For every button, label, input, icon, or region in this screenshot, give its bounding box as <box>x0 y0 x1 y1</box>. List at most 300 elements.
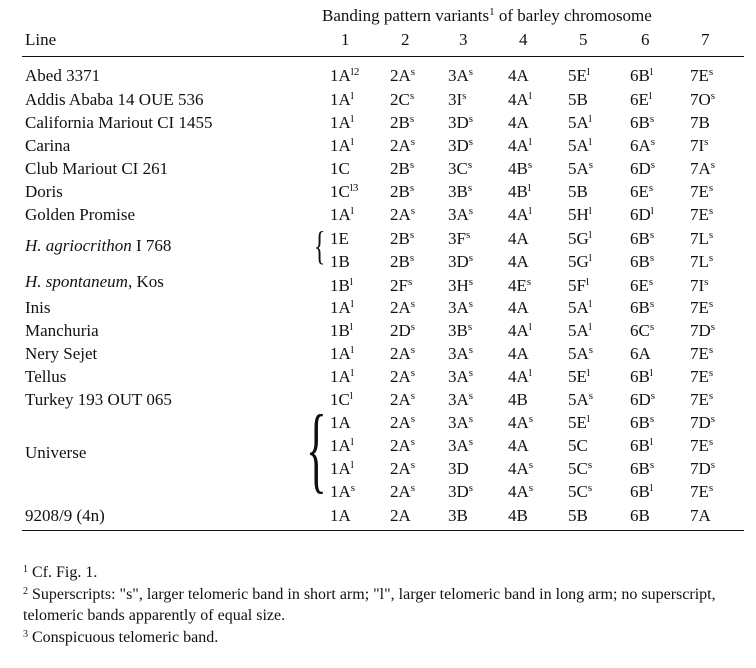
table-cell <box>568 367 590 387</box>
variant-code: 5B <box>568 182 588 201</box>
variant-code: 6B <box>630 436 650 455</box>
variant-superscript: l <box>350 367 354 379</box>
variant-code: 3B <box>448 182 468 201</box>
row-label: Manchuria <box>25 321 99 340</box>
variant-code: 5A <box>568 390 589 409</box>
table-cell <box>630 205 654 225</box>
variant-superscript: s <box>708 66 714 78</box>
variant-superscript: s <box>648 182 654 194</box>
variant-superscript: s <box>409 113 415 125</box>
variant-superscript: s <box>708 482 714 494</box>
table-cell <box>448 90 466 110</box>
variant-superscript: s <box>468 413 474 425</box>
variant-code: 1A <box>330 459 351 478</box>
variant-code: 5G <box>568 229 589 248</box>
variant-superscript: l <box>585 276 590 288</box>
table-cell <box>690 229 713 249</box>
variant-superscript: s <box>468 298 474 310</box>
table-cell <box>568 136 592 156</box>
row-label: Club Mariout CI 261 <box>25 159 169 178</box>
group-title-rest: of barley chromosome <box>494 6 652 25</box>
table-cell <box>390 90 414 110</box>
line-column-header: Line <box>25 30 57 49</box>
variant-superscript: s <box>708 344 714 356</box>
footnote-3-text: Conspicuous telomeric band. <box>32 629 219 646</box>
table-cell <box>390 298 415 318</box>
table-cell <box>630 182 653 202</box>
table-cell <box>508 136 532 156</box>
variant-code: 5B <box>568 506 588 525</box>
table-cell <box>390 413 415 433</box>
variant-code: 2A <box>390 459 411 478</box>
table-cell <box>330 482 355 502</box>
table-cell <box>390 482 415 502</box>
variant-code: 4A <box>508 367 529 386</box>
row-label-agriocrithon <box>25 236 171 256</box>
variant-code: 1E <box>330 229 349 248</box>
variant-code: 6E <box>630 90 649 109</box>
variant-code: 2B <box>390 229 410 248</box>
variant-code: 1A <box>330 298 351 317</box>
variant-code: 4A <box>508 136 529 155</box>
variant-superscript: l <box>350 298 354 310</box>
table-cell <box>568 159 593 179</box>
variant-code: 4A <box>508 205 529 224</box>
agriocrithon-accession: I 768 <box>131 236 172 255</box>
table-cell <box>448 113 473 133</box>
variant-superscript: s <box>710 459 716 471</box>
variant-code: 1A <box>330 482 351 501</box>
table-cell <box>690 66 713 86</box>
table-cell <box>448 252 473 272</box>
variant-superscript: s <box>410 344 416 356</box>
variant-superscript: s <box>409 90 415 102</box>
variant-superscript: l <box>349 276 353 288</box>
variant-code: 4A <box>508 344 529 363</box>
variant-superscript: s <box>649 298 655 310</box>
row-label: Abed 3371 <box>25 66 101 85</box>
variant-code: 4A <box>508 459 529 478</box>
variant-superscript: l <box>527 182 531 194</box>
variant-code: 7E <box>690 390 709 409</box>
variant-code: 6B <box>630 66 650 85</box>
variant-code: 4A <box>508 252 529 271</box>
chromosome-header-6: 6 <box>641 30 650 49</box>
table-cell <box>390 113 414 133</box>
table-cell <box>508 252 529 272</box>
variant-code: 7E <box>690 344 709 363</box>
table-cell <box>568 344 593 364</box>
variant-superscript: s <box>708 390 714 402</box>
variant-code: 4B <box>508 182 528 201</box>
variant-code: 2A <box>390 344 411 363</box>
table-cell <box>330 276 353 296</box>
variant-superscript: s <box>588 159 594 171</box>
variant-code: 2B <box>390 252 410 271</box>
row-label: Golden Promise <box>25 205 136 224</box>
variant-code: 1A <box>330 205 351 224</box>
variant-code: 2B <box>390 182 410 201</box>
variant-superscript: s <box>649 113 655 125</box>
table-cell <box>508 90 532 110</box>
variant-code: 3A <box>448 436 469 455</box>
variant-superscript: s <box>708 182 714 194</box>
row-label-spontaneum <box>25 272 164 292</box>
variant-superscript: l <box>586 367 590 379</box>
table-cell <box>568 90 588 110</box>
variant-code: 1A <box>330 344 351 363</box>
table-cell <box>630 390 655 410</box>
footnote-2-mark: 2 <box>23 586 28 597</box>
table-cell <box>330 252 350 272</box>
variant-superscript: s <box>468 205 474 217</box>
table-cell <box>690 321 715 341</box>
chromosome-header-1: 1 <box>341 30 350 49</box>
table-cell <box>330 344 354 364</box>
variant-code: 6A <box>630 344 651 363</box>
variant-code: 5A <box>568 159 589 178</box>
variant-superscript: s <box>649 459 655 471</box>
table-cell <box>690 459 715 479</box>
variant-superscript: s <box>650 136 656 148</box>
variant-code: 6B <box>630 113 650 132</box>
variant-code: 2C <box>390 90 410 109</box>
table-cell <box>508 459 533 479</box>
agriocrithon-species: H. agriocrithon <box>25 236 132 255</box>
table-cell <box>630 66 653 86</box>
chromosome-header-5: 5 <box>579 30 588 49</box>
variant-code: 2A <box>390 506 411 525</box>
variant-code: 7E <box>690 182 709 201</box>
variant-superscript: l <box>350 436 354 448</box>
table-cell <box>448 159 472 179</box>
table-cell <box>568 182 588 202</box>
table-cell <box>390 321 415 341</box>
variant-code: 1A <box>330 90 351 109</box>
spontaneum-accession: , Kos <box>127 272 164 291</box>
footnote-1 <box>23 562 738 583</box>
variant-superscript: s <box>468 367 474 379</box>
table-cell <box>690 159 715 179</box>
header-rule <box>22 56 744 57</box>
variant-code: 5C <box>568 482 588 501</box>
variant-superscript: s <box>462 90 467 102</box>
table-cell <box>508 182 531 202</box>
variant-code: 6B <box>630 506 650 525</box>
table-cell <box>630 298 654 318</box>
variant-code: 5A <box>568 113 589 132</box>
variant-code: 1C <box>330 390 350 409</box>
table-cell <box>508 506 528 526</box>
variant-superscript: l <box>350 113 354 125</box>
variant-superscript: l <box>350 136 354 148</box>
variant-code: 4B <box>508 159 528 178</box>
variant-code: 7E <box>690 298 709 317</box>
variant-superscript: s <box>410 413 416 425</box>
variant-code: 2A <box>390 390 411 409</box>
variant-code: 7O <box>690 90 711 109</box>
table-cell <box>568 321 592 341</box>
variant-superscript: l <box>588 136 592 148</box>
variant-code: 2A <box>390 136 411 155</box>
variant-code: 5E <box>568 66 587 85</box>
row-label-universe: Universe <box>25 443 87 462</box>
table-cell <box>630 506 650 526</box>
variant-superscript: l <box>528 205 532 217</box>
variant-code: 2B <box>390 159 410 178</box>
table-cell <box>448 205 473 225</box>
variant-code: 3A <box>448 205 469 224</box>
variant-code: 6E <box>630 276 649 295</box>
table-cell <box>390 459 415 479</box>
table-cell <box>690 482 713 502</box>
table-cell <box>330 298 354 318</box>
row-label: Turkey 193 OUT 065 <box>25 390 172 409</box>
table-cell <box>690 436 713 456</box>
variant-superscript: l <box>350 205 354 217</box>
variant-superscript: l3 <box>349 182 359 194</box>
variant-superscript: s <box>527 159 533 171</box>
table-cell <box>630 90 652 110</box>
variant-superscript: s <box>708 436 714 448</box>
variant-superscript: s <box>465 229 471 241</box>
variant-code: 1B <box>330 321 350 340</box>
table-cell <box>390 182 414 202</box>
table-cell <box>568 298 592 318</box>
variant-superscript: l <box>350 90 354 102</box>
table-cell <box>508 298 529 318</box>
variant-superscript: l <box>586 66 590 78</box>
variant-code: 6E <box>630 182 649 201</box>
variant-superscript: l <box>649 482 653 494</box>
table-cell <box>568 252 592 272</box>
variant-superscript: l <box>586 413 590 425</box>
table-cell <box>330 413 351 433</box>
table-cell <box>508 66 529 86</box>
variant-code: 5A <box>568 321 589 340</box>
variant-code: 1A <box>330 436 351 455</box>
row-label: Doris <box>25 182 63 201</box>
variant-code: 1C <box>330 182 350 201</box>
variant-code: 6D <box>630 159 651 178</box>
variant-superscript: l <box>649 436 653 448</box>
table-cell <box>390 367 415 387</box>
variant-code: 2A <box>390 482 411 501</box>
table-cell <box>448 182 472 202</box>
table-cell <box>508 482 533 502</box>
table-cell <box>448 459 469 479</box>
table-cell <box>568 229 592 249</box>
variant-superscript: s <box>468 276 474 288</box>
variant-superscript: s <box>528 459 534 471</box>
chromosome-header-2: 2 <box>401 30 410 49</box>
table-cell <box>390 205 415 225</box>
variant-code: 7E <box>690 367 709 386</box>
table-cell <box>508 413 533 433</box>
variant-superscript: s <box>467 321 473 333</box>
variant-code: 1B <box>330 276 350 295</box>
variant-superscript: s <box>409 159 415 171</box>
table-cell <box>630 436 653 456</box>
variant-code: 6B <box>630 413 650 432</box>
variant-superscript: l <box>588 113 592 125</box>
row-label: Nery Sejet <box>25 344 98 363</box>
variant-superscript: l <box>528 321 532 333</box>
variant-code: 3D <box>448 252 469 271</box>
table-cell <box>330 506 351 526</box>
variant-superscript: l <box>588 252 592 264</box>
variant-code: 2D <box>390 321 411 340</box>
table-cell <box>630 276 653 296</box>
variant-code: 5A <box>568 136 589 155</box>
variant-code: 3H <box>448 276 469 295</box>
table-cell <box>390 66 415 86</box>
table-cell <box>508 276 531 296</box>
variant-superscript: s <box>708 229 714 241</box>
variant-superscript: s <box>708 205 714 217</box>
table-cell <box>690 367 713 387</box>
variant-superscript: s <box>649 252 655 264</box>
variant-code: 3B <box>448 506 468 525</box>
variant-superscript: s <box>708 298 714 310</box>
variant-superscript: s <box>468 136 474 148</box>
table-cell <box>690 252 713 272</box>
variant-code: 1A <box>330 413 351 432</box>
row-label: Tellus <box>25 367 67 386</box>
variant-superscript: l <box>588 205 592 217</box>
variant-superscript: s <box>410 367 416 379</box>
variant-code: 6B <box>630 459 650 478</box>
table-cell <box>508 436 529 456</box>
variant-code: 3D <box>448 136 469 155</box>
table-cell <box>630 482 653 502</box>
table-cell <box>508 344 529 364</box>
table-cell <box>390 136 415 156</box>
variant-code: 5C <box>568 436 588 455</box>
variant-superscript: s <box>467 182 473 194</box>
variant-superscript: s <box>468 390 474 402</box>
table-cell <box>690 344 713 364</box>
footnote-2 <box>23 584 738 626</box>
table-cell <box>390 229 414 249</box>
row-label: Addis Ababa 14 OUE 536 <box>25 90 204 109</box>
variant-superscript: s <box>710 90 716 102</box>
table-cell <box>630 136 655 156</box>
variant-code: 7D <box>690 413 711 432</box>
variant-superscript: s <box>409 252 415 264</box>
variant-superscript: l <box>648 90 652 102</box>
chromosome-header-7: 7 <box>701 30 710 49</box>
table-cell <box>568 113 592 133</box>
table-cell <box>390 276 412 296</box>
universe-brace: { <box>306 395 327 502</box>
table-cell <box>690 298 713 318</box>
variant-superscript: l <box>528 136 532 148</box>
table-cell <box>448 390 473 410</box>
variant-superscript: s <box>410 459 416 471</box>
variant-code: 4A <box>508 113 529 132</box>
variant-code: 7D <box>690 321 711 340</box>
variant-superscript: s <box>526 276 532 288</box>
variant-superscript: s <box>704 136 709 148</box>
variant-superscript: s <box>468 66 474 78</box>
table-cell <box>690 113 710 133</box>
variant-superscript: l <box>350 344 354 356</box>
table-cell <box>330 182 358 202</box>
variant-superscript: l <box>588 298 592 310</box>
variant-code: 7I <box>690 136 705 155</box>
variant-superscript: s <box>410 482 416 494</box>
variant-superscript: l <box>349 390 353 402</box>
variant-superscript: s <box>410 436 416 448</box>
table-cell <box>508 390 528 410</box>
variant-code: 7D <box>690 459 711 478</box>
table-cell <box>330 113 354 133</box>
variant-code: 4A <box>508 413 529 432</box>
table-cell <box>390 159 414 179</box>
table-cell <box>568 390 593 410</box>
table-cell <box>690 413 715 433</box>
variant-superscript: l <box>528 367 532 379</box>
variant-code: 4B <box>508 506 528 525</box>
variant-code: 4A <box>508 229 529 248</box>
row-label: 9208/9 (4n) <box>25 506 105 525</box>
variant-code: 3C <box>448 159 468 178</box>
variant-code: 5A <box>568 298 589 317</box>
variant-code: 4B <box>508 390 528 409</box>
variant-code: 6C <box>630 321 650 340</box>
variant-superscript: s <box>648 276 654 288</box>
table-cell <box>630 252 654 272</box>
variant-superscript: s <box>708 367 714 379</box>
table-cell <box>390 436 415 456</box>
variant-code: 6B <box>630 298 650 317</box>
variant-code: 3A <box>448 298 469 317</box>
table-cell <box>630 344 651 364</box>
variant-superscript: s <box>409 182 415 194</box>
variant-code: 4A <box>508 482 529 501</box>
variant-code: 2A <box>390 367 411 386</box>
variant-superscript: s <box>528 413 534 425</box>
table-cell <box>330 321 353 341</box>
table-cell <box>330 436 354 456</box>
variant-code: 3D <box>448 113 469 132</box>
table-cell <box>508 113 529 133</box>
variant-code: 7A <box>690 506 711 525</box>
variant-superscript: s <box>588 390 594 402</box>
table-cell <box>508 159 532 179</box>
variant-code: 4A <box>508 90 529 109</box>
column-group-title <box>322 6 652 26</box>
table-cell <box>568 506 588 526</box>
variant-code: 3I <box>448 90 463 109</box>
variant-code: 3A <box>448 413 469 432</box>
group-title-footnote-mark: 1 <box>489 6 495 18</box>
table-cell <box>508 229 529 249</box>
chromosome-header-4: 4 <box>519 30 528 49</box>
row-label: Carina <box>25 136 71 155</box>
variant-code: 1A <box>330 113 351 132</box>
variant-superscript: l <box>649 66 653 78</box>
variant-superscript: s <box>704 276 709 288</box>
variant-code: 7L <box>690 229 709 248</box>
variant-code: 1A <box>330 506 351 525</box>
variant-code: 4A <box>508 321 529 340</box>
variant-code: 5F <box>568 276 586 295</box>
table-cell <box>448 413 473 433</box>
variant-superscript: s <box>407 276 413 288</box>
variant-code: 7L <box>690 252 709 271</box>
